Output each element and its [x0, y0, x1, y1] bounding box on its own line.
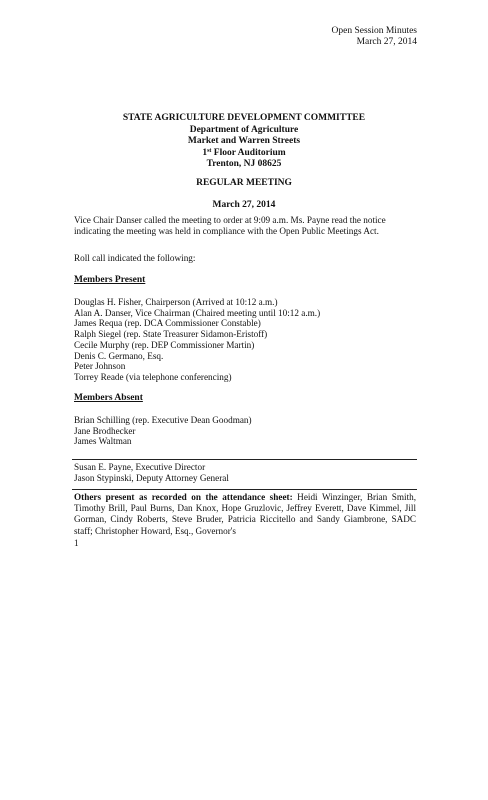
divider-line — [72, 489, 417, 490]
meeting-type: REGULAR MEETING — [196, 178, 292, 188]
header-title: Open Session Minutes — [331, 26, 417, 36]
list-item: Jason Stypinski, Deputy Attorney General — [74, 472, 229, 483]
title-block — [0, 113, 488, 171]
others-present-text: Heidi Winzinger, Brian Smith, Timothy Brill, Paul Burns, Dan Knox, Hope Gruzlovic, Jeffrey Everett, Dave Kimmel, Jill Gorman, Cindy Roberts, Steve Bruder, Patricia Riccitello and Sandy Giambrone, SADC staff; Christopher Howard, Esq., Governor's — [74, 492, 417, 536]
floor-name: Floor Auditorium — [211, 147, 286, 158]
list-item: Susan E. Payne, Executive Director — [74, 462, 206, 472]
members-present-list — [74, 297, 414, 383]
members-absent-heading: Members Absent — [74, 393, 143, 403]
list-item: Brian Schilling (rep. Executive Dean Goodman) — [74, 415, 252, 425]
running-header — [332, 26, 418, 48]
floor-number: 1 — [202, 147, 208, 158]
list-item: Douglas H. Fisher, Chairperson (Arrived at 10:12 a.m.) — [74, 297, 278, 307]
list-item: Denis C. Germano, Esq. — [74, 350, 164, 361]
list-item: James Waltman — [74, 436, 132, 447]
street-address: Market and Warren Streets — [187, 136, 301, 147]
list-item: Peter Johnson — [74, 361, 126, 372]
divider-line — [72, 459, 417, 460]
intro-paragraph: Vice Chair Danser called the meeting to order at 9:09 a.m. Ms. Payne read the notice indicating the meeting was held in compliance with the Open Public Meetings Act. — [74, 215, 386, 236]
city-line: Trenton, NJ 08625 — [206, 159, 282, 170]
members-absent-list — [74, 415, 414, 447]
department-name: Department of Agriculture — [189, 124, 299, 135]
floor-location — [0, 148, 488, 160]
list-item: Cecile Murphy (rep. DEP Commissioner Martin) — [74, 339, 255, 350]
list-item: Torrey Reade (via telephone conferencing) — [74, 371, 232, 382]
others-present-label: Others present as recorded on the attendance sheet: — [74, 492, 293, 502]
list-item: Ralph Siegel (rep. State Treasurer Sidamon-Eristoff) — [74, 329, 268, 340]
floor-ordinal: st — [207, 147, 212, 154]
list-item: James Requa (rep. DCA Commissioner Constable) — [74, 318, 261, 329]
members-present-heading: Members Present — [74, 275, 146, 285]
meeting-date: March 27, 2014 — [212, 200, 276, 210]
roll-call-paragraph: Roll call indicated the following: — [74, 253, 196, 263]
list-item: Jane Brodhecker — [74, 425, 136, 436]
others-present-paragraph — [74, 492, 416, 537]
page-number: 1 — [74, 538, 79, 548]
committee-name: STATE AGRICULTURE DEVELOPMENT COMMITTEE — [122, 113, 366, 123]
list-item: Alan A. Danser, Vice Chairman (Chaired meeting until 10:12 a.m.) — [74, 307, 321, 318]
header-date: March 27, 2014 — [356, 37, 417, 47]
staff-list — [74, 462, 414, 483]
